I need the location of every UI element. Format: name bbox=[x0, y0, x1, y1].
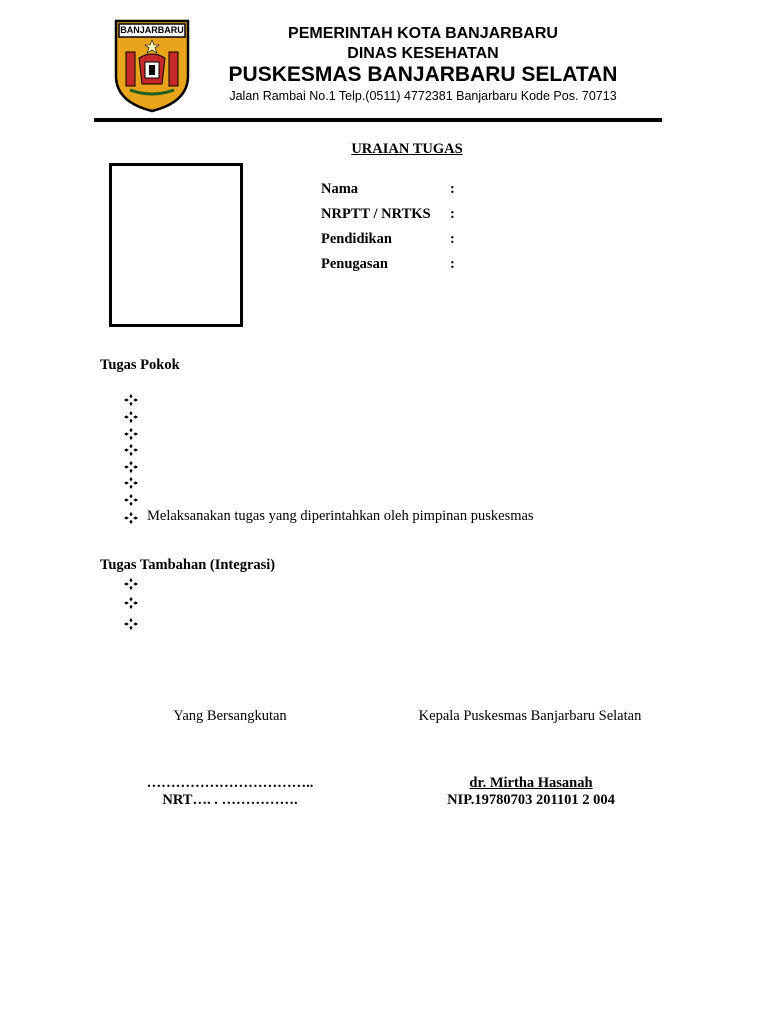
four-diamond-bullet-icon bbox=[124, 477, 138, 489]
signatory-left-id: NRT…. . ……………. bbox=[162, 792, 298, 808]
field-label-nrptt-nrtks: NRPTT / NRTKS bbox=[321, 206, 431, 222]
field-separator: : bbox=[450, 181, 455, 197]
signatory-right-name: dr. Mirtha Hasanah bbox=[469, 775, 593, 791]
department-name: DINAS KESEHATAN bbox=[347, 45, 499, 62]
duty-item-text: Melaksanakan tugas yang diperintahkan oleh pimpinan puskesmas bbox=[147, 508, 534, 524]
field-separator: : bbox=[450, 231, 455, 247]
document-title: URAIAN TUGAS bbox=[351, 141, 463, 157]
signatory-right-role: Kepala Puskesmas Banjarbaru Selatan bbox=[418, 708, 642, 724]
field-label-penugasan: Penugasan bbox=[321, 256, 388, 272]
logo-text: BANJARBARU bbox=[120, 25, 184, 35]
government-name: PEMERINTAH KOTA BANJARBARU bbox=[288, 25, 558, 42]
city-emblem-logo bbox=[112, 18, 192, 114]
organization-name: PUSKESMAS BANJARBARU SELATAN bbox=[228, 63, 618, 86]
four-diamond-bullet-icon bbox=[124, 494, 138, 506]
four-diamond-bullet-icon bbox=[124, 444, 138, 456]
four-diamond-bullet-icon bbox=[124, 512, 138, 524]
letterhead-divider bbox=[94, 118, 662, 122]
four-diamond-bullet-icon bbox=[124, 461, 138, 473]
main-duties-title: Tugas Pokok bbox=[100, 357, 180, 373]
signatory-left-role: Yang Bersangkutan bbox=[173, 708, 287, 724]
four-diamond-bullet-icon bbox=[124, 394, 138, 406]
four-diamond-bullet-icon bbox=[124, 411, 138, 423]
field-label-pendidikan: Pendidikan bbox=[321, 231, 392, 247]
photo-placeholder bbox=[109, 163, 243, 327]
additional-duties-title: Tugas Tambahan (Integrasi) bbox=[100, 557, 276, 573]
four-diamond-bullet-icon bbox=[124, 597, 138, 609]
address-line: Jalan Rambai No.1 Telp.(0511) 4772381 Banjarbaru Kode Pos. 70713 bbox=[229, 89, 617, 103]
four-diamond-bullet-icon bbox=[124, 428, 138, 440]
signatory-right-id: NIP.19780703 201101 2 004 bbox=[447, 792, 615, 808]
field-label-nama: Nama bbox=[321, 181, 359, 197]
field-separator: : bbox=[450, 206, 455, 222]
four-diamond-bullet-icon bbox=[124, 578, 138, 590]
four-diamond-bullet-icon bbox=[124, 618, 138, 630]
field-separator: : bbox=[450, 256, 455, 272]
signatory-left-name: …………………………….. bbox=[146, 775, 314, 791]
